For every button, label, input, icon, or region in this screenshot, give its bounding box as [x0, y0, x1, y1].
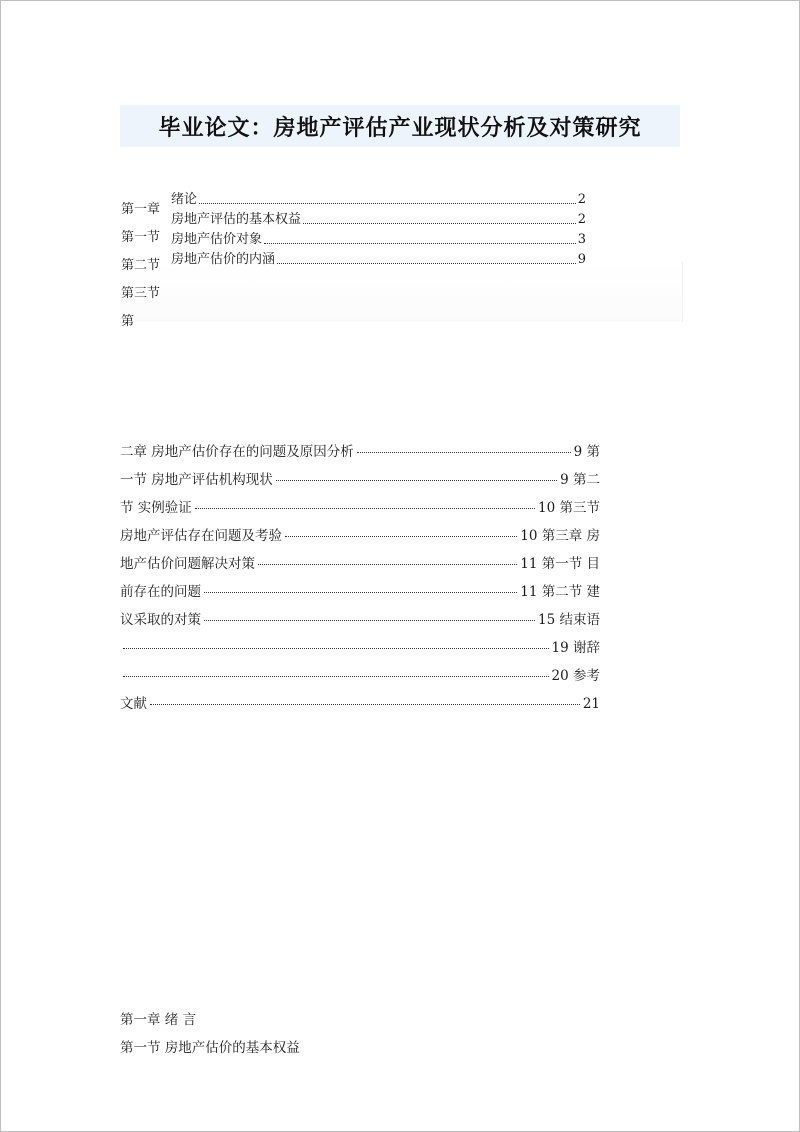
leader-dots [285, 536, 517, 537]
toc-line-page: 15 结束语 [538, 612, 600, 628]
toc-flow-line[interactable] [120, 656, 600, 684]
toc-line-text: 前存在的问题 [120, 584, 201, 600]
toc-flow-line[interactable] [120, 600, 600, 628]
leader-dots [204, 592, 517, 593]
toc-entry-text: 房地产评估的基本权益 [171, 212, 302, 227]
toc-line-page: 20 参考 [551, 668, 600, 684]
toc-line-page: 10 第三节 [538, 500, 600, 516]
leader-dots [303, 223, 576, 224]
toc-entry[interactable] [171, 228, 586, 248]
toc-line-page: 11 第一节 目 [520, 556, 600, 572]
leader-dots [204, 620, 535, 621]
toc-label: 第一章 [121, 202, 161, 217]
toc-line-text: 一节 房地产评估机构现状 [120, 472, 273, 488]
toc-entry[interactable] [171, 248, 586, 268]
toc-flow-line[interactable] [120, 432, 600, 460]
toc-entry-page: 9 [577, 252, 586, 267]
leader-dots [195, 508, 535, 509]
toc-line-text: 文献 [120, 696, 147, 712]
leader-dots [264, 243, 576, 244]
toc-entry[interactable] [171, 208, 586, 228]
toc-entry-page: 3 [577, 232, 586, 247]
faded-region [120, 262, 683, 322]
title-band [120, 105, 680, 147]
toc-label: 第一节 [121, 230, 161, 245]
leader-dots [199, 203, 576, 204]
toc-flow-line[interactable] [120, 544, 600, 572]
section-heading: 第一节 房地产估价的基本权益 [120, 1040, 300, 1056]
leader-dots [150, 704, 580, 705]
toc-label: 第二节 [121, 258, 161, 273]
chapter-heading: 第一章 绪 言 [120, 1012, 197, 1028]
toc-entry-page: 2 [577, 192, 586, 207]
leader-dots [123, 648, 549, 649]
toc-line-page: 21 [582, 696, 600, 712]
toc-flow-paragraph [120, 432, 600, 712]
toc-entry-text: 房地产估价的内涵 [171, 252, 276, 267]
toc-line-page: 9 第 [573, 444, 600, 460]
toc-line-text: 议采取的对策 [120, 612, 201, 628]
toc-flow-line[interactable] [120, 488, 600, 516]
toc-entry-text: 绪论 [171, 192, 198, 207]
leader-dots [276, 480, 557, 481]
toc-line-page: 10 第三章 房 [520, 528, 600, 544]
toc-line-text: 节 实例验证 [120, 500, 192, 516]
toc-flow-line[interactable] [120, 516, 600, 544]
toc-flow-line[interactable] [120, 460, 600, 488]
toc-entry-text: 房地产估价对象 [171, 232, 263, 247]
toc-flow-line[interactable] [120, 628, 600, 656]
toc-line-page: 11 第二节 建 [520, 584, 600, 600]
leader-dots [258, 564, 517, 565]
toc-line-text: 房地产评估存在问题及考验 [120, 528, 282, 544]
toc-label: 第三节 [121, 286, 161, 301]
document-title: 毕业论文：房地产评估产业现状分析及对策研究 [158, 114, 642, 141]
leader-dots [123, 676, 549, 677]
toc-label: 第 [121, 314, 135, 329]
toc-line-page: 9 第二 [560, 472, 600, 488]
toc-line-text: 二章 房地产估价存在的问题及原因分析 [120, 444, 354, 460]
toc-line-page: 19 谢辞 [551, 640, 600, 656]
toc-flow-line[interactable] [120, 572, 600, 600]
leader-dots [277, 263, 576, 264]
toc-line-text: 地产估价问题解决对策 [120, 556, 255, 572]
toc-entry-page: 2 [577, 212, 586, 227]
leader-dots [357, 452, 571, 453]
toc-flow-line[interactable] [120, 684, 600, 712]
toc-entry[interactable] [171, 188, 586, 208]
